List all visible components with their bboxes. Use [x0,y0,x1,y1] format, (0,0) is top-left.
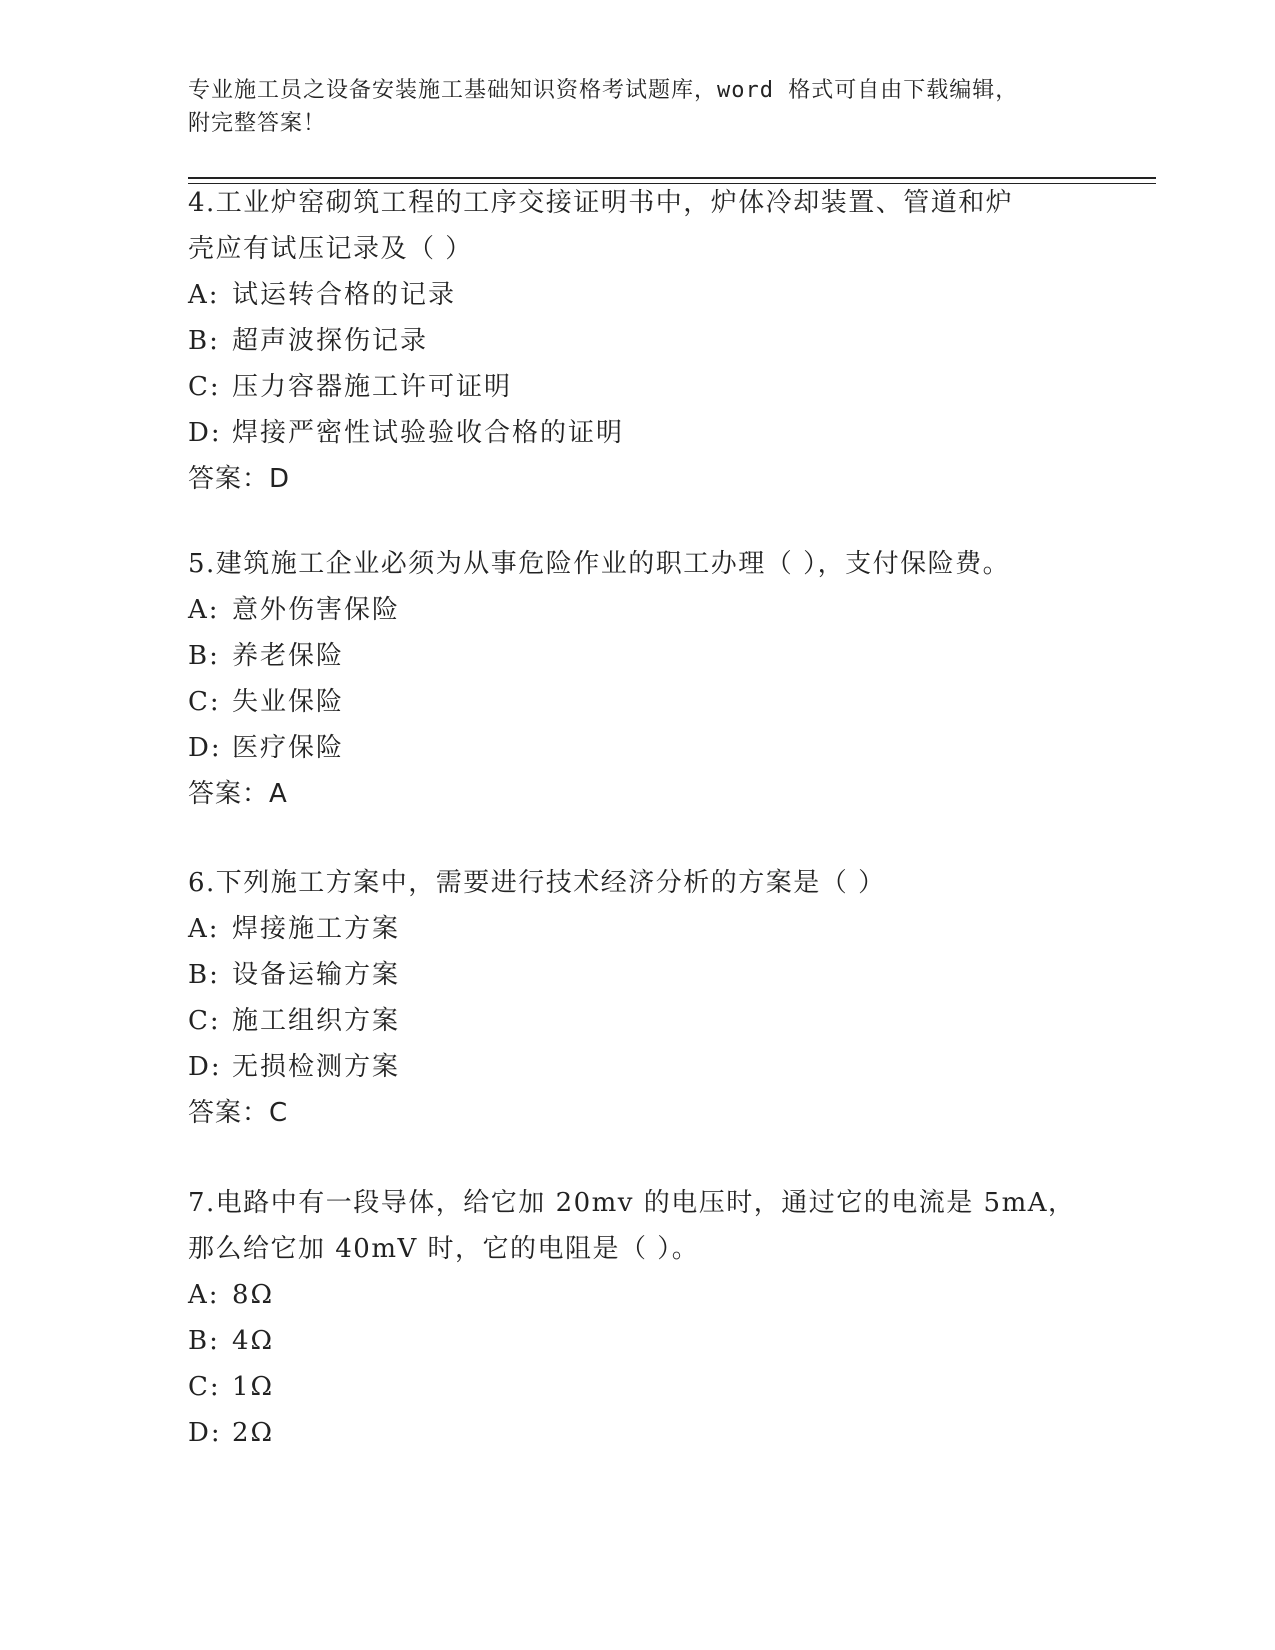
option-b [188,633,1088,679]
option-d [188,410,1088,456]
option-letter: A: [188,914,220,944]
option-a [188,587,1088,633]
option-text: 1Ω [232,1372,275,1402]
question-stem-line: 6.下列施工方案中，需要进行技术经济分析的方案是（ ） [188,868,886,898]
option-text: 2Ω [232,1418,275,1448]
header-line-2: 附完整答案！ [188,111,327,136]
option-a [188,1272,1088,1318]
answer-label: 答案： [188,1098,270,1128]
option-text: 焊接施工方案 [232,914,401,944]
option-d [188,1410,1088,1456]
option-d [188,725,1088,771]
question-stem-line: 4.工业炉窑砌筑工程的工序交接证明书中，炉体冷却装置、管道和炉 [188,188,1014,218]
option-letter: C: [188,372,221,402]
answer-value: A [269,779,288,809]
header-divider-thick [188,177,1156,179]
answer-value: D [269,464,291,494]
question-4 [188,180,1088,502]
option-a [188,272,1088,318]
option-text: 施工组织方案 [232,1006,401,1036]
answer-label: 答案： [188,464,270,494]
answer-line [188,771,1088,817]
option-text: 8Ω [232,1280,275,1310]
option-d [188,1044,1088,1090]
answer-line [188,456,1088,502]
option-text: 4Ω [232,1326,275,1356]
option-letter: D: [188,733,222,763]
question-stem-line: 壳应有试压记录及（ ） [188,234,473,264]
answer-line [188,1090,1088,1136]
option-text: 试运转合格的记录 [232,280,457,310]
option-letter: D: [188,1418,222,1448]
option-text: 焊接严密性试验验收合格的证明 [232,418,625,448]
option-text: 超声波探伤记录 [232,326,429,356]
option-letter: B: [188,641,220,671]
question-stem-line: 7.电路中有一段导体，给它加 20mv 的电压时，通过它的电流是 5mA， [188,1188,1076,1218]
option-c [188,1364,1088,1410]
option-letter: D: [188,1052,222,1082]
question-stem-line: 5.建筑施工企业必须为从事危险作业的职工办理（ ），支付保险费。 [188,549,1011,579]
header-line-1: 专业施工员之设备安装施工基础知识资格考试题库，word 格式可自由下载编辑， [188,78,1019,103]
option-letter: C: [188,1372,221,1402]
option-letter: B: [188,960,220,990]
option-letter: A: [188,595,220,625]
option-letter: C: [188,1006,221,1036]
document-header [188,74,1088,140]
option-text: 无损检测方案 [232,1052,401,1082]
option-text: 养老保险 [232,641,345,671]
option-b [188,1318,1088,1364]
option-text: 设备运输方案 [232,960,401,990]
option-c [188,998,1088,1044]
option-text: 医疗保险 [232,733,345,763]
option-c [188,364,1088,410]
question-7 [188,1180,1088,1456]
option-b [188,318,1088,364]
option-a [188,906,1088,952]
answer-value: C [269,1098,289,1128]
option-letter: A: [188,1280,220,1310]
option-c [188,679,1088,725]
option-text: 失业保险 [232,687,345,717]
question-6 [188,860,1088,1136]
question-5 [188,541,1088,817]
option-letter: B: [188,326,220,356]
option-text: 意外伤害保险 [232,595,401,625]
question-stem-line: 那么给它加 40mV 时，它的电阻是（ ）。 [188,1234,700,1264]
option-letter: D: [188,418,222,448]
option-text: 压力容器施工许可证明 [232,372,513,402]
option-letter: C: [188,687,221,717]
option-letter: B: [188,1326,220,1356]
answer-label: 答案： [188,779,270,809]
option-b [188,952,1088,998]
option-letter: A: [188,280,220,310]
